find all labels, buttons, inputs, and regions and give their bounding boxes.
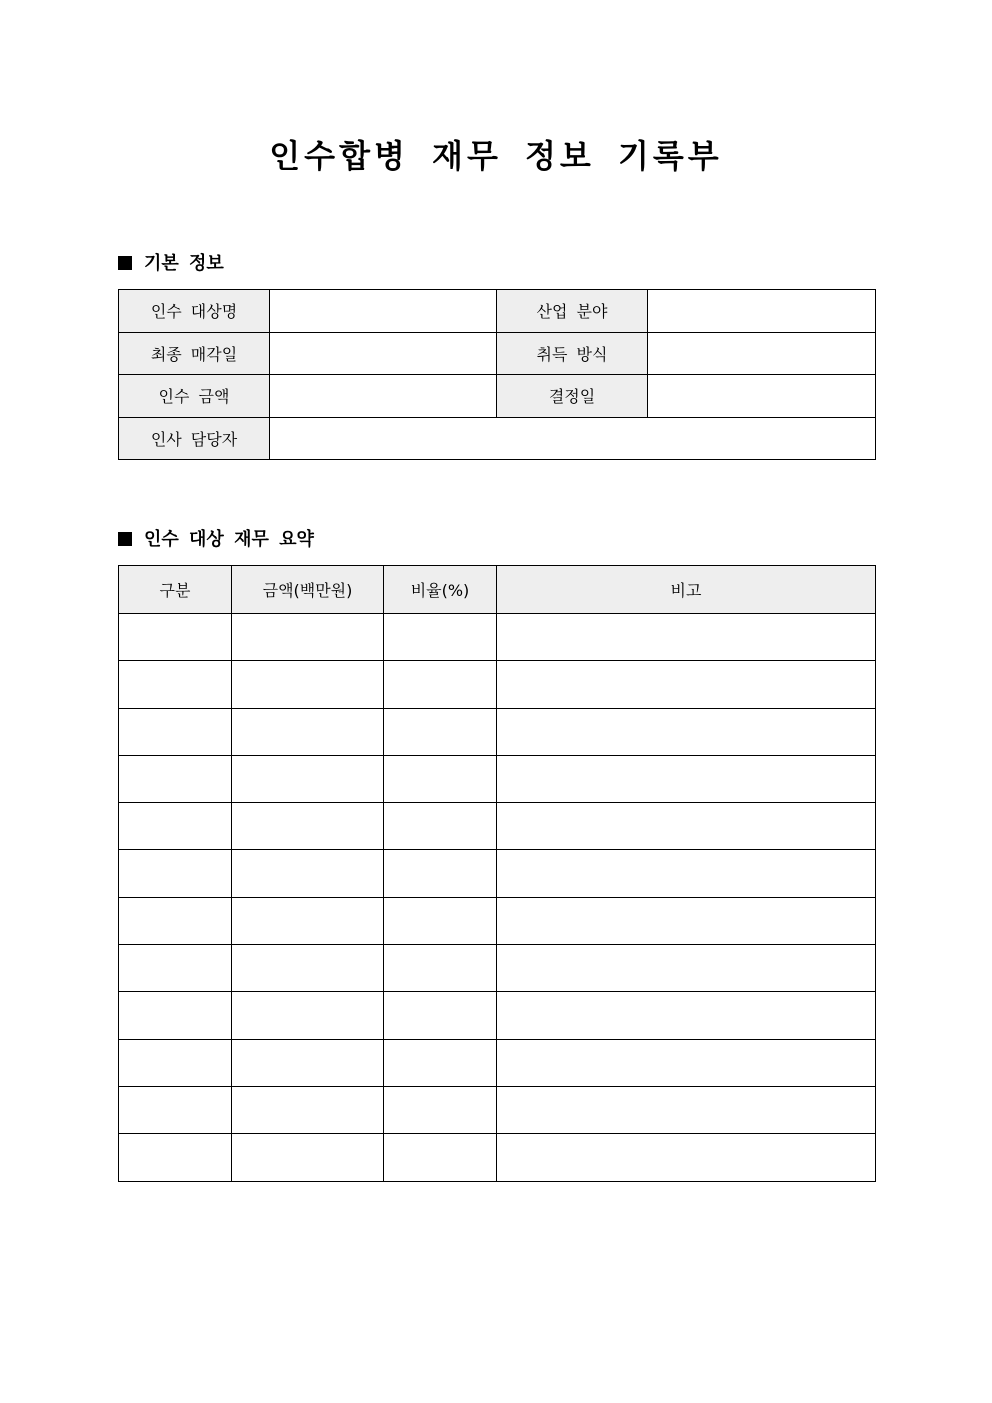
amount-cell[interactable] — [232, 661, 384, 708]
remarks-cell[interactable] — [497, 614, 876, 661]
remarks-cell[interactable] — [497, 708, 876, 755]
ratio-cell[interactable] — [384, 945, 497, 992]
remarks-cell[interactable] — [497, 755, 876, 802]
table-row — [119, 614, 876, 661]
table-row — [119, 417, 876, 460]
hr-manager-field[interactable] — [270, 417, 876, 460]
remarks-cell[interactable] — [497, 945, 876, 992]
category-cell[interactable] — [119, 1134, 232, 1181]
table-row — [119, 1086, 876, 1133]
label-acquisition-method: 취득 방식 — [497, 332, 648, 375]
amount-cell[interactable] — [232, 708, 384, 755]
category-cell[interactable] — [119, 897, 232, 944]
table-row — [119, 1134, 876, 1181]
document-title: 인수합병 재무 정보 기록부 — [269, 137, 723, 175]
category-cell[interactable] — [119, 945, 232, 992]
column-header-category: 구분 — [119, 566, 232, 614]
ratio-cell[interactable] — [384, 992, 497, 1039]
label-decision-date: 결정일 — [497, 375, 648, 418]
label-acquisition-amount: 인수 금액 — [119, 375, 270, 418]
label-target-name: 인수 대상명 — [119, 290, 270, 333]
section-heading-basic-info — [118, 252, 224, 276]
category-cell[interactable] — [119, 661, 232, 708]
ratio-cell[interactable] — [384, 755, 497, 802]
label-industry: 산업 분야 — [497, 290, 648, 333]
amount-cell[interactable] — [232, 1039, 384, 1086]
category-cell[interactable] — [119, 1086, 232, 1133]
remarks-cell[interactable] — [497, 850, 876, 897]
remarks-cell[interactable] — [497, 1134, 876, 1181]
ratio-cell[interactable] — [384, 614, 497, 661]
ratio-cell[interactable] — [384, 850, 497, 897]
table-row — [119, 992, 876, 1039]
remarks-cell[interactable] — [497, 1039, 876, 1086]
amount-cell[interactable] — [232, 614, 384, 661]
category-cell[interactable] — [119, 992, 232, 1039]
amount-cell[interactable] — [232, 850, 384, 897]
industry-field[interactable] — [648, 290, 876, 333]
category-cell[interactable] — [119, 803, 232, 850]
column-header-remarks: 비고 — [497, 566, 876, 614]
amount-cell[interactable] — [232, 1134, 384, 1181]
square-bullet-icon — [118, 256, 132, 270]
amount-cell[interactable] — [232, 1086, 384, 1133]
remarks-cell[interactable] — [497, 897, 876, 944]
category-cell[interactable] — [119, 850, 232, 897]
ratio-cell[interactable] — [384, 1086, 497, 1133]
acquisition-method-field[interactable] — [648, 332, 876, 375]
amount-cell[interactable] — [232, 897, 384, 944]
final-sale-date-field[interactable] — [270, 332, 497, 375]
table-row — [119, 332, 876, 375]
amount-cell[interactable] — [232, 945, 384, 992]
category-cell[interactable] — [119, 1039, 232, 1086]
ratio-cell[interactable] — [384, 1134, 497, 1181]
table-row — [119, 945, 876, 992]
table-row — [119, 850, 876, 897]
remarks-cell[interactable] — [497, 661, 876, 708]
target-name-field[interactable] — [270, 290, 497, 333]
column-header-ratio: 비율(%) — [384, 566, 497, 614]
table-row — [119, 661, 876, 708]
column-header-amount: 금액(백만원) — [232, 566, 384, 614]
remarks-cell[interactable] — [497, 803, 876, 850]
acquisition-amount-field[interactable] — [270, 375, 497, 418]
category-cell[interactable] — [119, 614, 232, 661]
square-bullet-icon — [118, 532, 132, 546]
ratio-cell[interactable] — [384, 708, 497, 755]
section-heading-label: 인수 대상 재무 요약 — [144, 529, 314, 550]
table-row — [119, 375, 876, 418]
decision-date-field[interactable] — [648, 375, 876, 418]
table-row — [119, 755, 876, 802]
label-final-sale-date: 최종 매각일 — [119, 332, 270, 375]
amount-cell[interactable] — [232, 803, 384, 850]
table-row — [119, 1039, 876, 1086]
amount-cell[interactable] — [232, 755, 384, 802]
section-heading-label: 기본 정보 — [144, 253, 224, 274]
section-heading-financial-summary — [118, 528, 314, 552]
table-row — [119, 290, 876, 333]
ratio-cell[interactable] — [384, 1039, 497, 1086]
ratio-cell[interactable] — [384, 897, 497, 944]
category-cell[interactable] — [119, 708, 232, 755]
table-row — [119, 708, 876, 755]
remarks-cell[interactable] — [497, 1086, 876, 1133]
financial-summary-table — [118, 565, 876, 1182]
amount-cell[interactable] — [232, 992, 384, 1039]
table-row — [119, 803, 876, 850]
ratio-cell[interactable] — [384, 803, 497, 850]
category-cell[interactable] — [119, 755, 232, 802]
remarks-cell[interactable] — [497, 992, 876, 1039]
label-hr-manager: 인사 담당자 — [119, 417, 270, 460]
table-row — [119, 897, 876, 944]
table-header-row — [119, 566, 876, 614]
ratio-cell[interactable] — [384, 661, 497, 708]
basic-info-table — [118, 289, 876, 460]
